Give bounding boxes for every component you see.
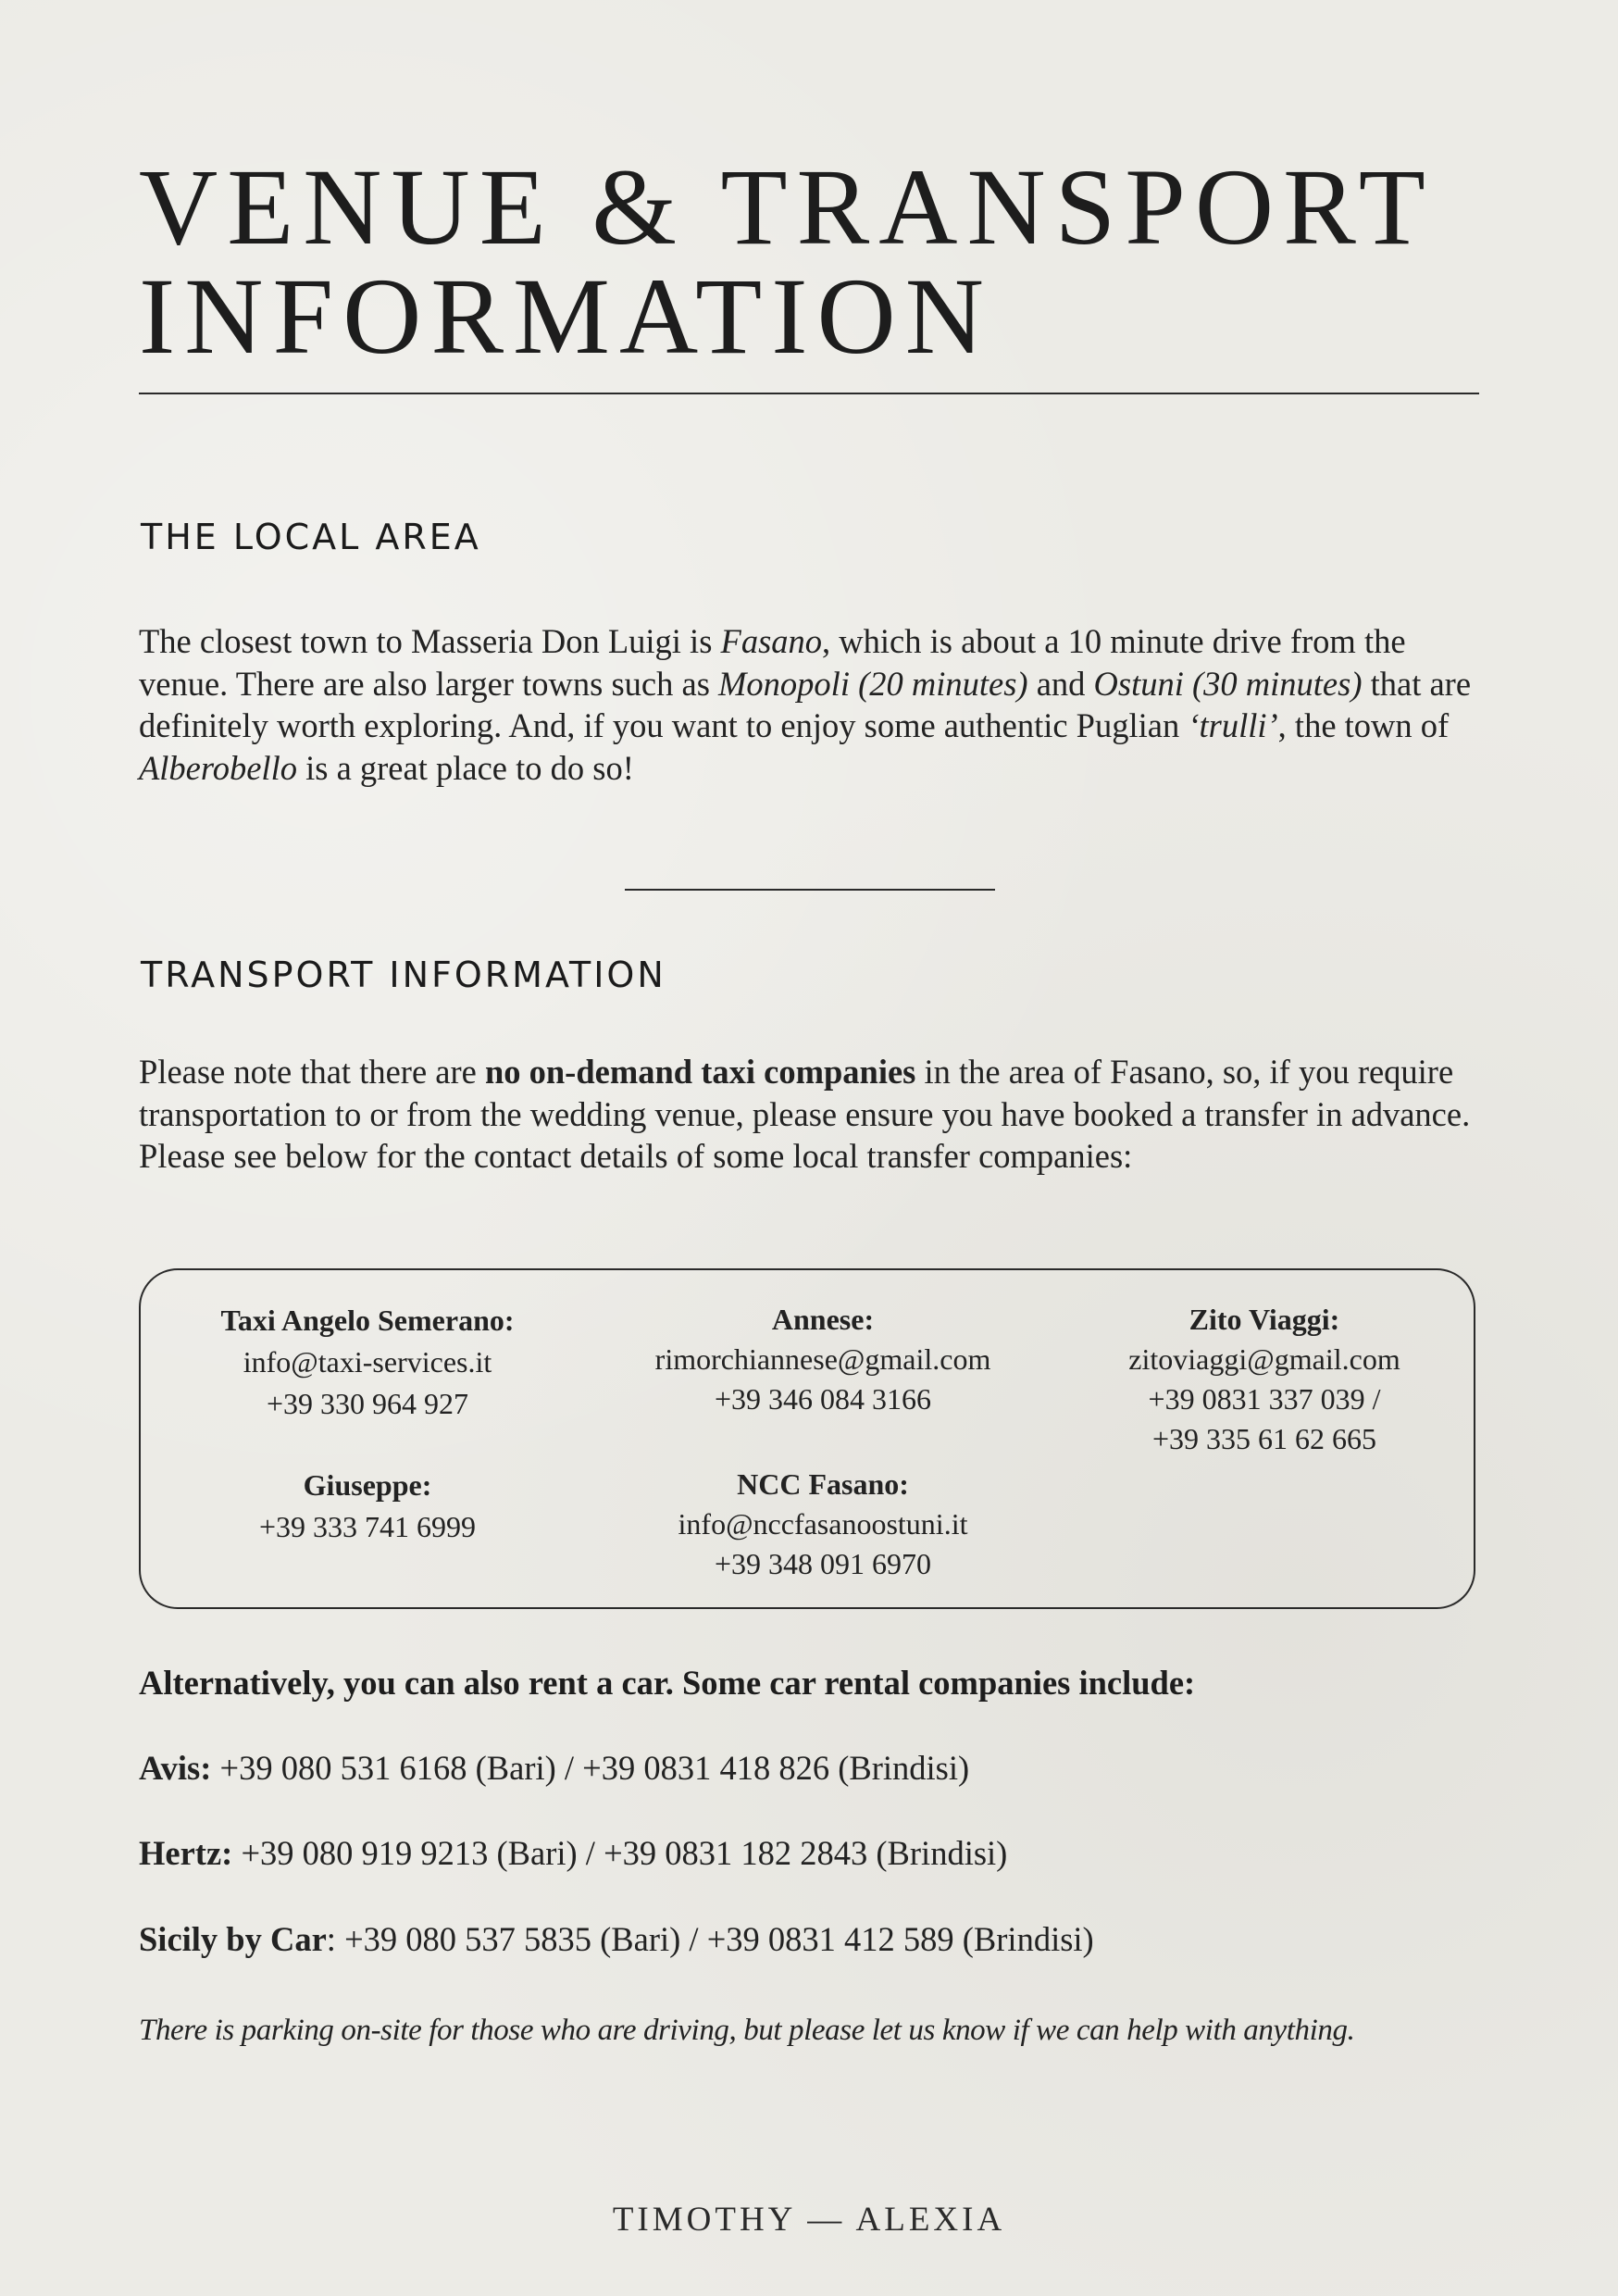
rental-sicily-by-car: [139, 1919, 1481, 1959]
trulli-term: ‘trulli’: [1188, 706, 1278, 744]
contact-name: Taxi Angelo Semerano:: [220, 1304, 515, 1337]
text-run: , the town of: [1277, 706, 1450, 744]
contact-email[interactable]: info@nccfasanoostuni.it: [678, 1507, 968, 1541]
transport-heading: TRANSPORT INFORMATION: [141, 955, 666, 995]
contact-name: Giuseppe:: [303, 1468, 432, 1502]
town-alberobello: Alberobello: [139, 748, 297, 787]
footer-name-left: TIMOTHY: [612, 2201, 796, 2239]
town-monopoli: Monopoli (20 minutes): [718, 664, 1028, 703]
contact-name: NCC Fasano:: [737, 1467, 909, 1501]
contact-ncc-fasano: [594, 1465, 1052, 1584]
car-rental-intro: Alternatively, you can also rent a car. Some car rental companies include:: [139, 1664, 1196, 1702]
contact-phone[interactable]: +39 0831 337 039 /: [1148, 1382, 1381, 1416]
contact-zito-viaggi: [1052, 1300, 1477, 1459]
rental-phones: +39 080 531 6168 (Bari) / +39 0831 418 826 (Brindisi): [211, 1749, 970, 1787]
rental-phones: +39 080 919 9213 (Bari) / +39 0831 182 2843 (Brindisi): [232, 1834, 1008, 1872]
text-run: in the area of Fasano, so, if you require transportation to or from the wedding venue, please ensure you have booked a transfer in advance. Please see below for the contact details of some local transfer companies:: [139, 1053, 1471, 1175]
contact-email[interactable]: info@taxi-services.it: [243, 1345, 492, 1379]
contact-phone[interactable]: +39 335 61 62 665: [1151, 1422, 1377, 1455]
text-run: Please note that there are: [139, 1053, 485, 1091]
rental-company-name: Avis:: [139, 1749, 212, 1787]
text-run: that are definitely worth exploring. And, if you want to enjoy some authentic Puglian: [139, 664, 1472, 744]
text-run: The closest town to Masseria Don Luigi is: [139, 622, 721, 660]
contact-name: Annese:: [771, 1303, 875, 1336]
page-title: [139, 146, 1481, 377]
local-area-paragraph: [139, 620, 1481, 789]
section-divider: [625, 889, 995, 891]
contact-email[interactable]: rimorchiannese@gmail.com: [654, 1342, 991, 1376]
text-run: is a great place to do so!: [296, 748, 634, 787]
no-taxi-emphasis: no on-demand taxi companies: [484, 1053, 916, 1091]
contact-name: Zito Viaggi:: [1189, 1303, 1340, 1336]
contact-phone[interactable]: +39 333 741 6999: [258, 1510, 477, 1543]
rental-avis: [139, 1748, 1481, 1788]
text-run: , which is about a 10 minute drive from the venue. There are also larger towns such as: [139, 622, 1406, 703]
contact-phone[interactable]: +39 346 084 3166: [714, 1382, 932, 1416]
rental-phones: : +39 080 537 5835 (Bari) / +39 0831 412 589 (Brindisi): [326, 1920, 1094, 1958]
transport-paragraph: [139, 1051, 1481, 1178]
transfer-contacts-box: [139, 1268, 1475, 1609]
footer-separator: —: [795, 2201, 856, 2239]
contact-phone[interactable]: +39 330 964 927: [266, 1387, 469, 1420]
local-area-heading: THE LOCAL AREA: [141, 517, 481, 557]
footer-name-right: ALEXIA: [855, 2201, 1006, 2239]
contact-annese: [594, 1300, 1052, 1419]
title-line-1: VENUE & TRANSPORT: [139, 146, 1435, 268]
footer-names: [0, 2200, 1618, 2240]
parking-note: There is parking on-site for those who are driving, but please let us know if we can help with anything.: [139, 2014, 1355, 2047]
rental-company-name: Hertz:: [139, 1834, 233, 1872]
contact-taxi-angelo-semerano: [141, 1300, 594, 1425]
title-line-2: INFORMATION: [139, 256, 993, 377]
contact-giuseppe: [141, 1465, 594, 1548]
contact-email[interactable]: zitoviaggi@gmail.com: [1128, 1342, 1400, 1376]
contact-phone[interactable]: +39 348 091 6970: [714, 1547, 932, 1580]
rental-hertz: [139, 1833, 1481, 1873]
title-divider: [139, 393, 1479, 394]
town-ostuni: Ostuni (30 minutes): [1093, 664, 1363, 703]
rental-company-name: Sicily by Car: [139, 1920, 327, 1958]
town-fasano: Fasano: [720, 622, 823, 660]
text-run: and: [1027, 664, 1094, 703]
